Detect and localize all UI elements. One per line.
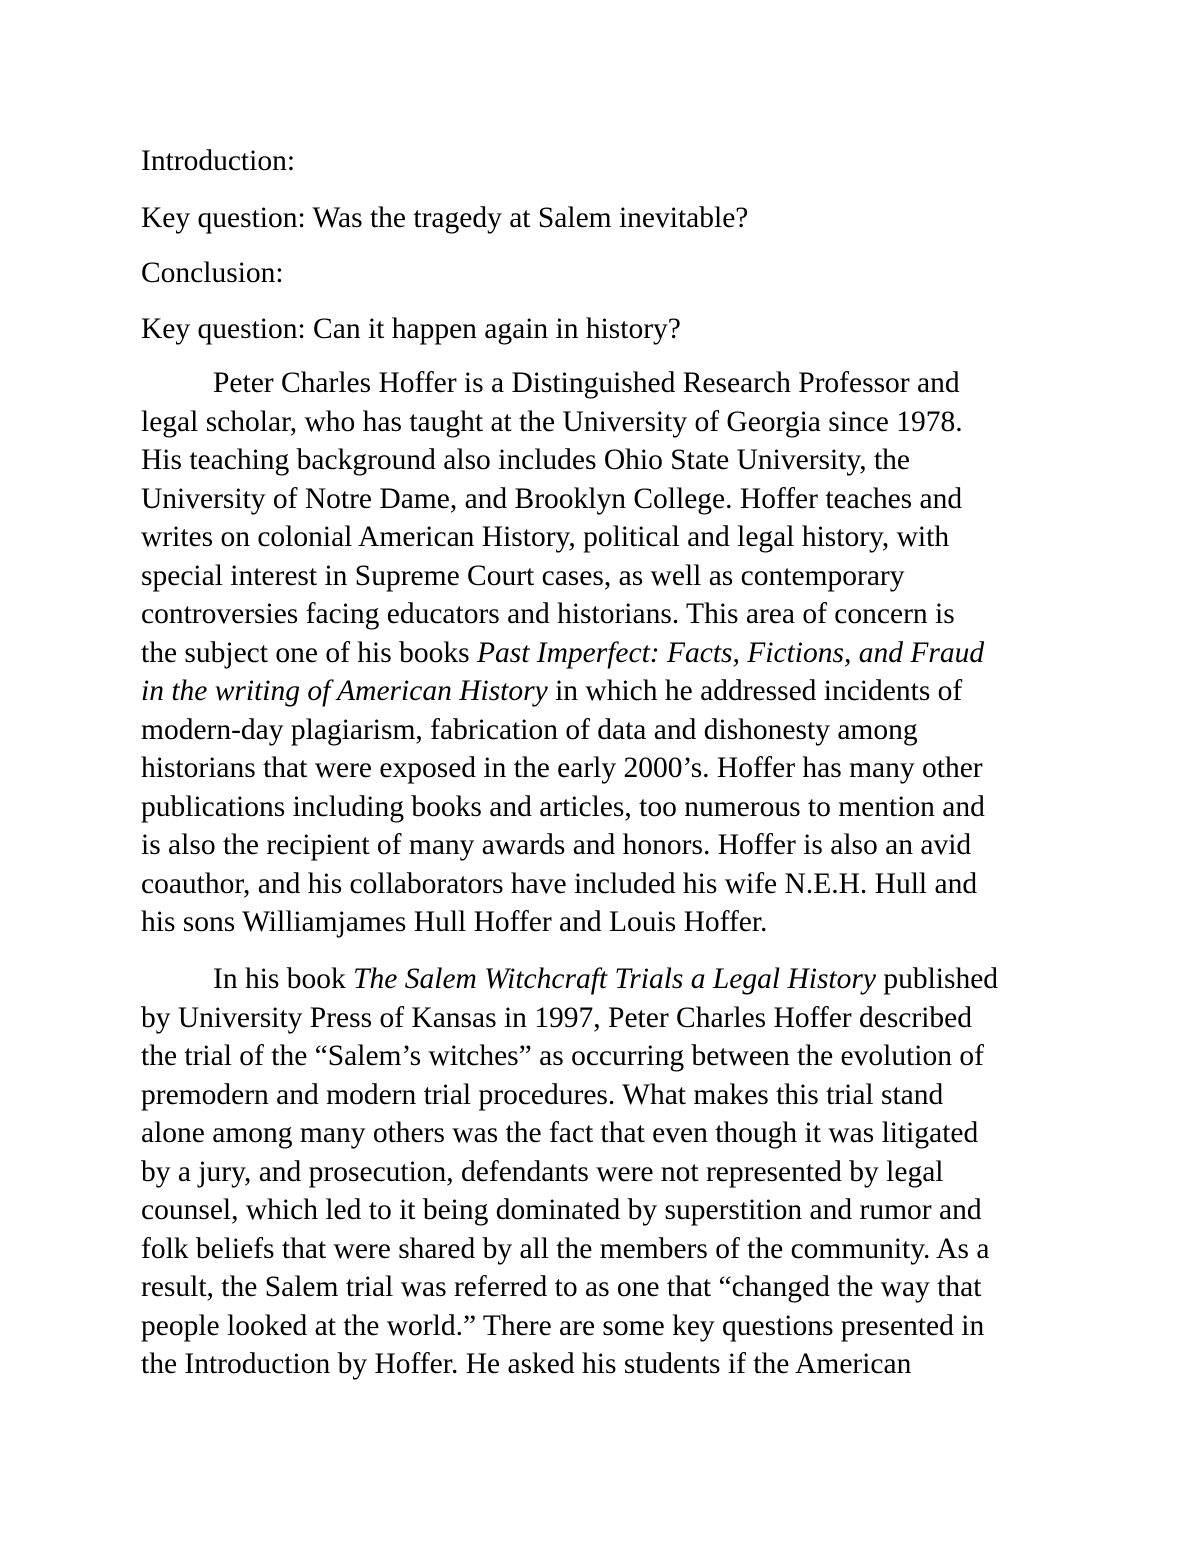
- paragraph-line: special interest in Supreme Court cases, as well as contemporary: [141, 559, 905, 592]
- paragraph-line: publications including books and articles, too numerous to mention and: [141, 790, 985, 823]
- paragraph-line: the Introduction by Hoffer. He asked his students if the American: [141, 1348, 912, 1380]
- paragraph-line: coauthor, and his collaborators have included his wife N.E.H. Hull and: [141, 867, 978, 900]
- paragraph-salem-trials: [141, 960, 1061, 1384]
- paragraph-line: by University Press of Kansas in 1997, Peter Charles Hoffer described: [141, 1001, 973, 1034]
- paragraph-line: legal scholar, who has taught at the University of Georgia since 1978.: [141, 405, 963, 438]
- paragraph-line: His teaching background also includes Ohio State University, the: [141, 444, 911, 476]
- line-text: in which he addressed incidents of: [547, 675, 963, 707]
- introduction-label: Introduction:: [141, 145, 296, 177]
- paragraph-line: premodern and modern trial procedures. What makes this trial stand: [141, 1078, 944, 1111]
- line-text: the subject one of his books: [141, 636, 477, 669]
- paragraph-line: people looked at the world.” There are some key questions presented in: [141, 1309, 985, 1342]
- paragraph-line: modern-day plagiarism, fabrication of data and dishonesty among: [141, 713, 918, 746]
- paragraph-line: by a jury, and prosecution, defendants were not represented by legal: [141, 1155, 944, 1188]
- paragraph-line: folk beliefs that were shared by all the members of the community. As a: [141, 1232, 990, 1265]
- line-text: In his book: [213, 963, 354, 995]
- paragraph-line: Peter Charles Hoffer is a Distinguished Research Professor and: [213, 367, 960, 399]
- conclusion-key-question: Key question: Can it happen again in history?: [141, 313, 681, 345]
- paragraph-line: result, the Salem trial was referred to as one that “changed the way that: [141, 1271, 982, 1303]
- paragraph-line: historians that were exposed in the early 2000’s. Hoffer has many other: [141, 752, 983, 784]
- intro-key-question: Key question: Was the tragedy at Salem inevitable?: [141, 202, 749, 234]
- book-title-past-imperfect-cont: in the writing of American History: [141, 675, 548, 707]
- paragraph-line: [141, 960, 1061, 999]
- paragraph-line: counsel, which led to it being dominated by superstition and rumor and: [141, 1194, 982, 1226]
- paragraph-line: alone among many others was the fact that even though it was litigated: [141, 1117, 979, 1149]
- book-title-salem-witchcraft: The Salem Witchcraft Trials a Legal History: [353, 963, 876, 995]
- paragraph-line: [141, 672, 1061, 711]
- line-text: published: [875, 963, 999, 995]
- paragraph-hoffer-bio: [141, 364, 1061, 942]
- book-title-past-imperfect: Past Imperfect: Facts, Fictions, and Fraud: [476, 636, 985, 669]
- paragraph-line: [141, 634, 1061, 673]
- paragraph-line: the trial of the “Salem’s witches” as occurring between the evolution of: [141, 1040, 984, 1072]
- paragraph-line: his sons Williamjames Hull Hoffer and Louis Hoffer.: [141, 906, 768, 938]
- paragraph-line: University of Notre Dame, and Brooklyn College. Hoffer teaches and: [141, 482, 963, 515]
- conclusion-label: Conclusion:: [141, 257, 284, 289]
- paragraph-line: writes on colonial American History, political and legal history, with: [141, 521, 950, 553]
- paragraph-line: controversies facing educators and historians. This area of concern is: [141, 598, 955, 630]
- paragraph-line: is also the recipient of many awards and honors. Hoffer is also an avid: [141, 829, 972, 861]
